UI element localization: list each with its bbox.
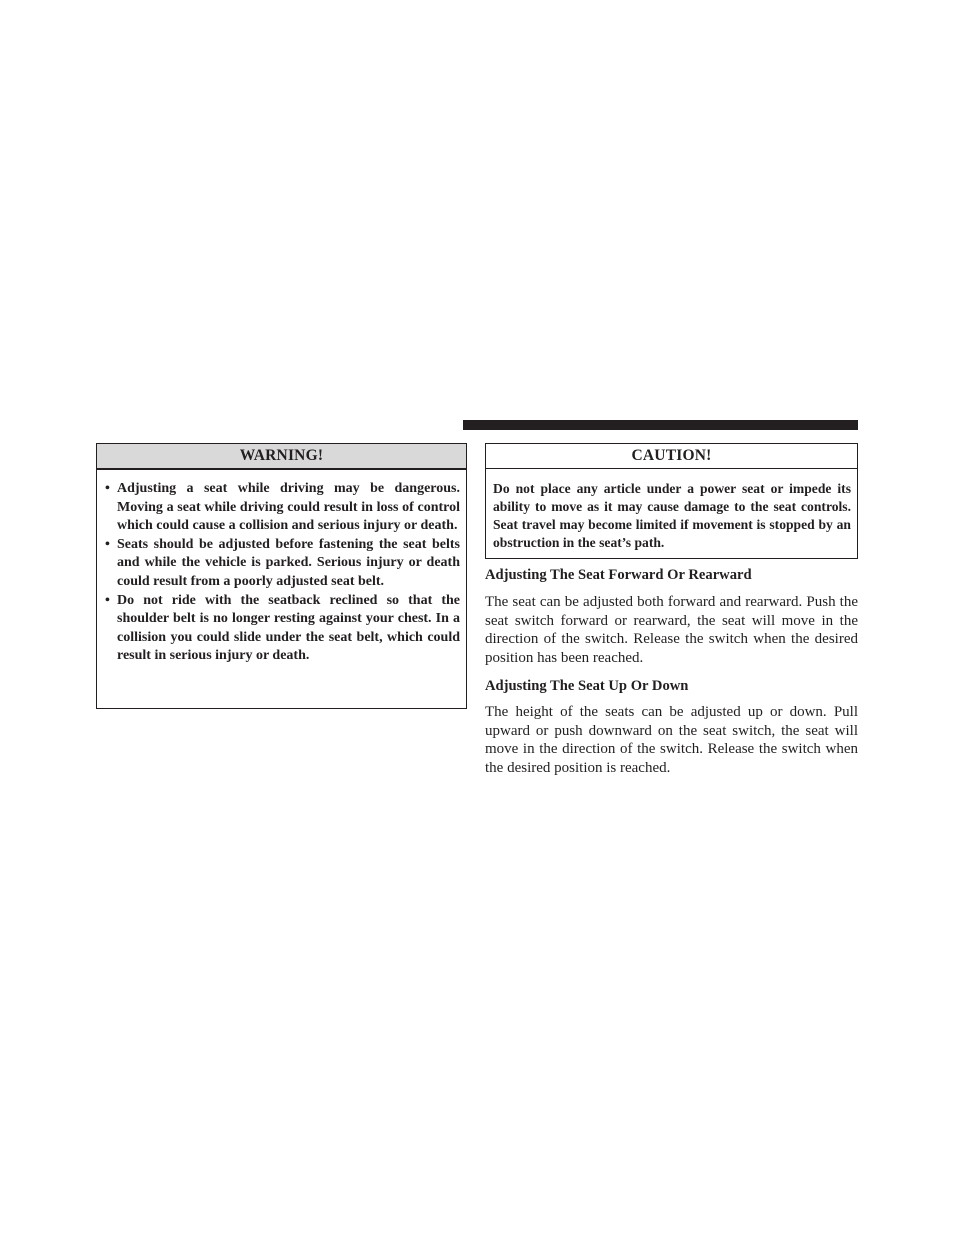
warning-item: [105, 480, 460, 536]
section-body-up-down: The height of the seats can be adjusted up or down. Pull upward or push downward on the seat switch, the seat will move in the direction of the switch. Release the switch when the desired position is reached.: [485, 704, 858, 776]
warning-item: [105, 536, 460, 592]
warning-box: [96, 443, 467, 709]
section-divider-bar: [463, 420, 858, 430]
warning-title: WARNING!: [97, 444, 466, 470]
warning-item-text: Do not ride with the seatback reclined so that the shoulder belt is no longer resting against your chest. In a collision you could slide under the seat belt, which could result in serious injury or death.: [117, 592, 460, 664]
bullet-icon: •: [105, 536, 110, 552]
caution-box: [485, 443, 858, 559]
section-body-forward-rearward: The seat can be adjusted both forward and rearward. Push the seat switch forward or rearward, the seat will move in the direction of the switch. Release the switch when the desired position has been reached.: [485, 594, 858, 666]
section-heading-forward-rearward: Adjusting The Seat Forward Or Rearward: [485, 567, 752, 583]
warning-item: [105, 592, 460, 666]
caution-title: CAUTION!: [486, 444, 857, 469]
warning-item-text: Adjusting a seat while driving may be dangerous. Moving a seat while driving could result in loss of control which could cause a collision and serious injury or death.: [117, 481, 460, 534]
section-heading-up-down: Adjusting The Seat Up Or Down: [485, 678, 689, 694]
bullet-icon: •: [105, 481, 110, 496]
caution-text: Do not place any article under a power seat or impede its ability to move as it may cause damage to the seat controls. Seat travel may become limited if movement is stopped by an obstruction in the seat’s path.: [493, 481, 851, 550]
warning-list: [97, 470, 466, 666]
bullet-icon: •: [105, 592, 110, 608]
warning-item-text: Seats should be adjusted before fastening the seat belts and while the vehicle is parked. Serious injury or death could result from a poorly adjusted seat belt.: [117, 536, 460, 589]
